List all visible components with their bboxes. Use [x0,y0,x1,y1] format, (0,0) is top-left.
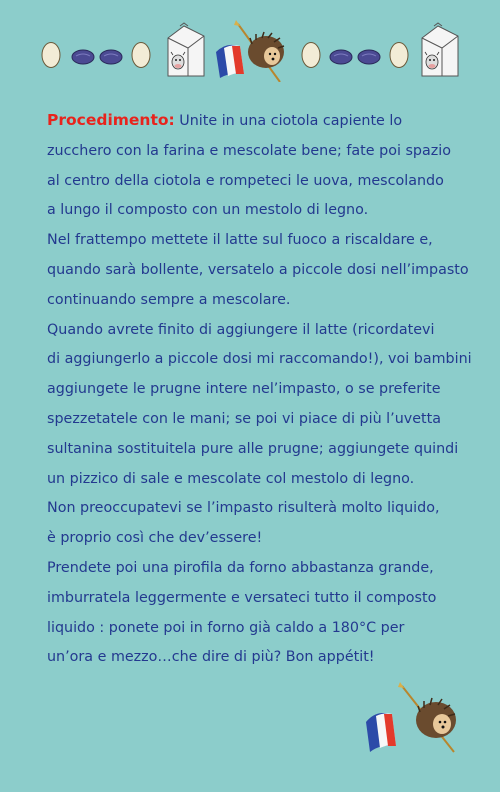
milk-carton-icon [160,22,208,80]
egg-icon [40,40,62,70]
procedure-heading: Procedimento: [47,111,175,129]
plum-icon [328,48,354,66]
procedure-line: imburratela leggermente e versateci tutto il composto [47,589,437,606]
procedure-line-first [47,106,487,137]
procedure-line: zucchero con la farina e mescolate bene; fate poi spazio [47,142,451,159]
procedure-line: continuando sempre a mescolare. [47,291,291,308]
procedure-line: aggiungete le prugne intere nel’impasto, o se preferite [47,381,441,398]
hedgehog-flag-icon [362,680,462,755]
procedure-line: liquido : ponete poi in forno già caldo a 180°C per [47,619,405,636]
procedure-text: Unite in una ciotola capiente lo [179,113,403,129]
procedure-line: spezzetatele con le mani; se poi vi piace di più l’uvetta [47,410,441,427]
procedure-line: Non preoccupatevi se l’impasto risulterà molto liquido, [47,500,440,517]
procedure-line: Prendete poi una pirofila da forno abbastanza grande, [47,559,434,576]
egg-icon [300,40,322,70]
header-decoration [0,14,500,84]
procedure-line: a lungo il composto con un mestolo di legno. [47,202,369,219]
procedure-line: un’ora e mezzo…che dire di più? Bon appétit! [47,649,375,666]
egg-icon [130,40,152,70]
procedure-line: un pizzico di sale e mescolate col mestolo di legno. [47,470,415,487]
plum-icon [70,48,96,66]
recipe-procedure [47,106,487,673]
procedure-line: è proprio così che dev’essere! [47,530,263,547]
egg-icon [388,40,410,70]
procedure-line: Nel frattempo mettete il latte sul fuoco a riscaldare e, [47,232,433,249]
procedure-line: quando sarà bollente, versatelo a piccole dosi nell’impasto [47,261,469,278]
hedgehog-flag-icon [210,16,290,82]
plum-icon [98,48,124,66]
milk-carton-icon [414,22,462,80]
procedure-line: sultanina sostituitela pure alle prugne; aggiungete quindi [47,440,459,457]
procedure-line: al centro della ciotola e rompeteci le uova, mescolando [47,172,444,189]
procedure-line: Quando avrete finito di aggiungere il latte (ricordatevi [47,321,435,338]
procedure-line: di aggiungerlo a piccole dosi mi raccomando!), voi bambini [47,351,472,368]
plum-icon [356,48,382,66]
